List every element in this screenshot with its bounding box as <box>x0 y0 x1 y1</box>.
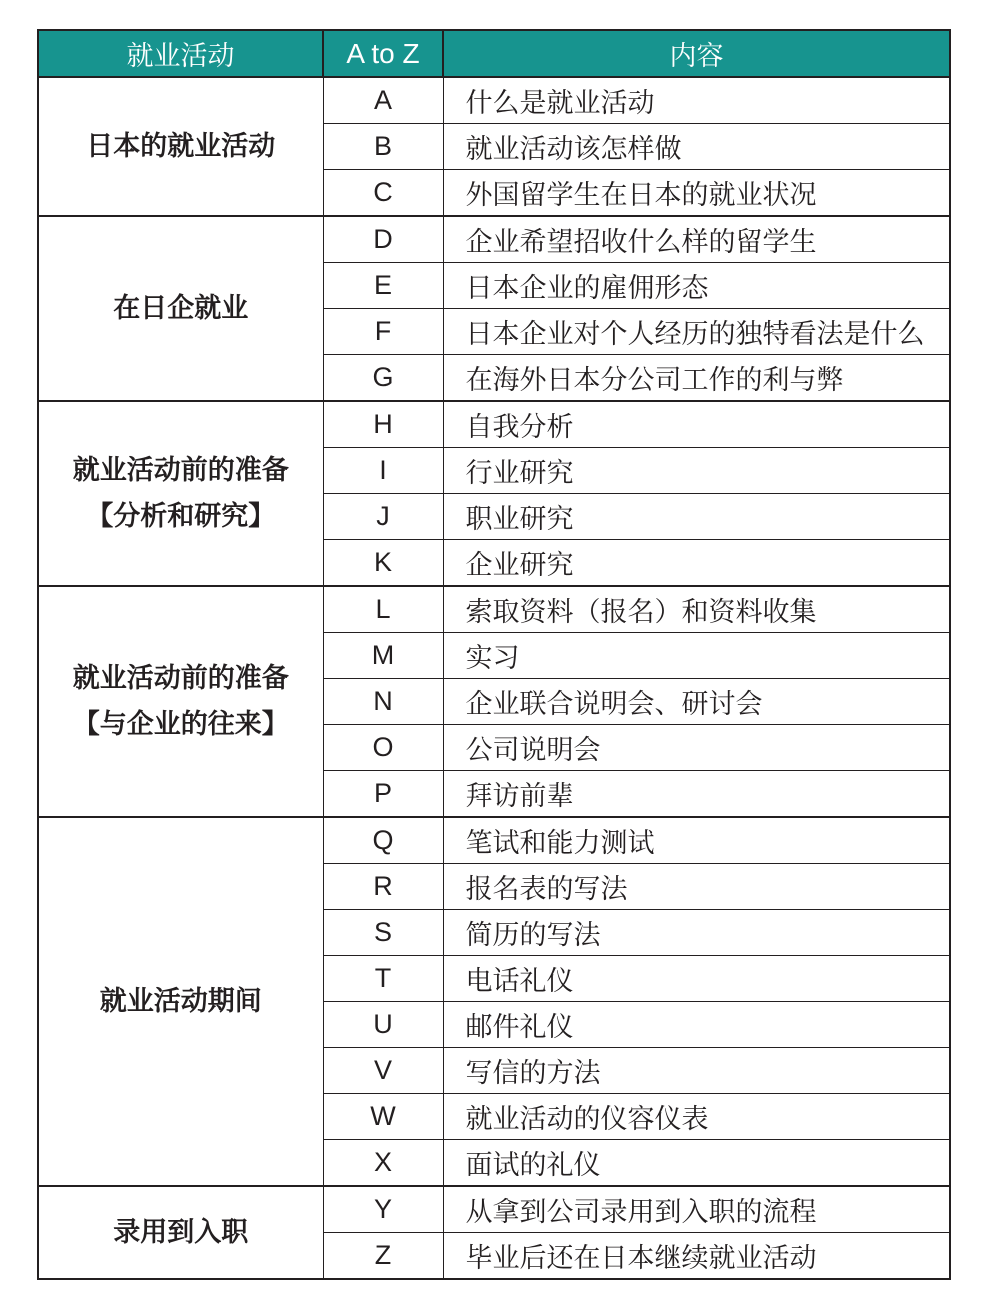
letter-cell: Q <box>323 817 443 864</box>
letter-cell: C <box>323 170 443 217</box>
section-title <box>38 817 323 1186</box>
header-row <box>38 30 950 77</box>
topic-cell: 就业活动该怎样做 <box>443 124 950 170</box>
topic-cell: 实习 <box>443 633 950 679</box>
topic-cell: 日本企业对个人经历的独特看法是什么 <box>443 309 950 355</box>
header-activity: 就业活动 <box>38 30 323 77</box>
topic-cell: 什么是就业活动 <box>443 77 950 124</box>
section-title-line: 【与企业的往来】 <box>72 708 289 740</box>
topic-cell: 报名表的写法 <box>443 864 950 910</box>
letter-cell: T <box>323 956 443 1002</box>
topic-cell: 毕业后还在日本继续就业活动 <box>443 1233 950 1280</box>
topic-cell: 从拿到公司录用到入职的流程 <box>443 1186 950 1233</box>
section-title-line: 【分析和研究】 <box>86 500 276 532</box>
letter-cell: X <box>323 1140 443 1187</box>
letter-cell: E <box>323 263 443 309</box>
letter-cell: J <box>323 494 443 540</box>
topic-cell: 在海外日本分公司工作的利与弊 <box>443 355 950 402</box>
section-title-line: 日本的就业活动 <box>86 130 276 162</box>
topic-cell: 写信的方法 <box>443 1048 950 1094</box>
topic-cell: 拜访前辈 <box>443 771 950 818</box>
letter-cell: O <box>323 725 443 771</box>
letter-cell: B <box>323 124 443 170</box>
table-header <box>38 30 950 77</box>
section-title <box>38 216 323 401</box>
az-table <box>37 29 951 1280</box>
table-row <box>38 401 950 448</box>
letter-cell: K <box>323 540 443 587</box>
topic-cell: 企业联合说明会、研讨会 <box>443 679 950 725</box>
topic-cell: 索取资料（报名）和资料收集 <box>443 586 950 633</box>
section-title-line: 就业活动期间 <box>99 985 262 1017</box>
topic-cell: 公司说明会 <box>443 725 950 771</box>
topic-cell: 邮件礼仪 <box>443 1002 950 1048</box>
topic-cell: 电话礼仪 <box>443 956 950 1002</box>
table-row <box>38 216 950 263</box>
section-title-line: 录用到入职 <box>113 1216 249 1248</box>
letter-cell: G <box>323 355 443 402</box>
topic-cell: 外国留学生在日本的就业状况 <box>443 170 950 217</box>
letter-cell: P <box>323 771 443 818</box>
letter-cell: F <box>323 309 443 355</box>
topic-cell: 企业希望招收什么样的留学生 <box>443 216 950 263</box>
section-title <box>38 401 323 586</box>
section-title-line: 在日企就业 <box>113 292 249 324</box>
letter-cell: V <box>323 1048 443 1094</box>
letter-cell: W <box>323 1094 443 1140</box>
table-body <box>38 77 950 1279</box>
topic-cell: 笔试和能力测试 <box>443 817 950 864</box>
letter-cell: H <box>323 401 443 448</box>
letter-cell: M <box>323 633 443 679</box>
letter-cell: L <box>323 586 443 633</box>
letter-cell: N <box>323 679 443 725</box>
section-title <box>38 586 323 817</box>
table-row <box>38 817 950 864</box>
table-row <box>38 77 950 124</box>
letter-cell: D <box>323 216 443 263</box>
topic-cell: 行业研究 <box>443 448 950 494</box>
section-title-line: 就业活动前的准备 <box>72 662 289 694</box>
letter-cell: R <box>323 864 443 910</box>
section-title-line: 就业活动前的准备 <box>72 454 289 486</box>
header-content: 内容 <box>443 30 950 77</box>
letter-cell: Z <box>323 1233 443 1280</box>
letter-cell: S <box>323 910 443 956</box>
section-title <box>38 1186 323 1279</box>
letter-cell: I <box>323 448 443 494</box>
letter-cell: Y <box>323 1186 443 1233</box>
section-title <box>38 77 323 216</box>
letter-cell: U <box>323 1002 443 1048</box>
topic-cell: 日本企业的雇佣形态 <box>443 263 950 309</box>
table-row <box>38 1186 950 1233</box>
header-a-to-z: A to Z <box>323 30 443 77</box>
letter-cell: A <box>323 77 443 124</box>
topic-cell: 面试的礼仪 <box>443 1140 950 1187</box>
topic-cell: 企业研究 <box>443 540 950 587</box>
table-row <box>38 586 950 633</box>
topic-cell: 就业活动的仪容仪表 <box>443 1094 950 1140</box>
topic-cell: 自我分析 <box>443 401 950 448</box>
topic-cell: 职业研究 <box>443 494 950 540</box>
topic-cell: 简历的写法 <box>443 910 950 956</box>
